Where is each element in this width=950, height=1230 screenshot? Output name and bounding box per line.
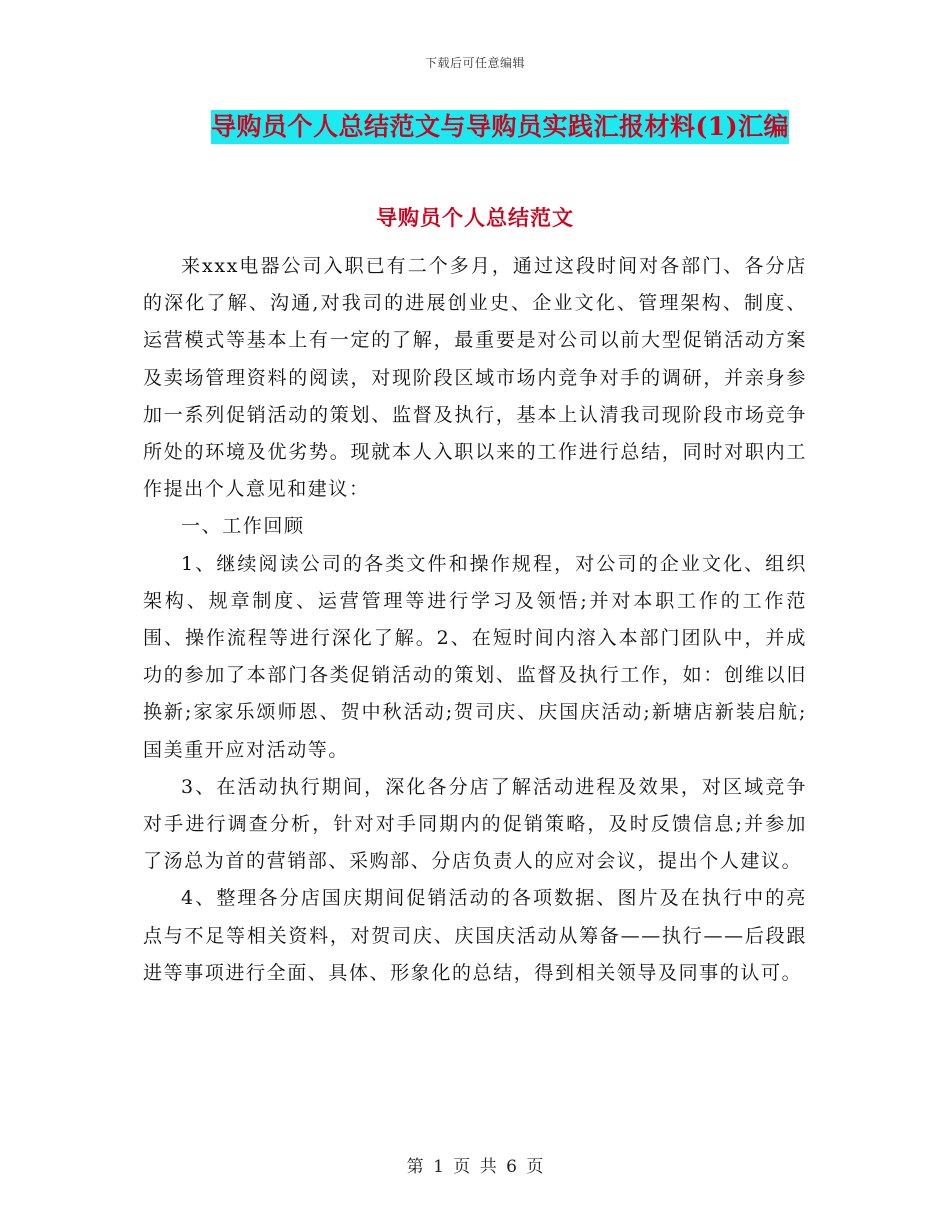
paragraph-item-3: 3、在活动执行期间，深化各分店了解活动进程及效果，对区域竞争对手进行调查分析，针对对手同期内的促销策略，及时反馈信息;并参加了汤总为首的营销部、采购部、分店负责人的应对会议，提出个人建议。	[143, 775, 807, 873]
paragraph-intro: 来xxx电器公司入职已有二个多月，通过这段时间对各部门、各分店的深化了解、沟通,对我司的进展创业史、企业文化、管理架构、制度、运营模式等基本上有一定的了解，最重要是对公司以前大型促销活动方案及卖场管理资料的阅读，对现阶段区域市场内竞争对手的调研，并亲身参加一系列促销活动的策划、监督及执行，基本上认清我司现阶段市场竞争所处的环境及优劣势。现就本人入职以来的工作进行总结，同时对职内工作提出个人意见和建议：	[143, 255, 807, 501]
page-number-footer: 第 1 页 共 6 页	[406, 1157, 544, 1177]
section-title: 导购员个人总结范文	[376, 205, 574, 230]
document-title-container	[0, 110, 950, 144]
paragraph-item-4: 4、整理各分店国庆期间促销活动的各项数据、图片及在执行中的亮点与不足等相关资料，对贺司庆、庆国庆活动从筹备——执行——后段跟进等事项进行全面、具体、形象化的总结，得到相关领导及同事的认可。	[143, 887, 807, 984]
body-text	[143, 248, 807, 992]
paragraph-item-1-2: 1、继续阅读公司的各类文件和操作规程，对公司的企业文化、组织架构、规章制度、运营管理等进行学习及领悟;并对本职工作的工作范围、操作流程等进行深化了解。2、在短时间内溶入本部门团队中，并成功的参加了本部门各类促销活动的策划、监督及执行工作，如：创维以旧换新;家家乐颂师恩、贺中秋活动;贺司庆、庆国庆活动;新塘店新装启航;国美重开应对活动等。	[143, 552, 807, 761]
paragraph-heading-work-review: 一、工作回顾	[181, 515, 305, 538]
header-note: 下载后可任意编辑	[424, 56, 525, 70]
document-title: 导购员个人总结范文与导购员实践汇报材料(1)汇编	[211, 110, 789, 144]
